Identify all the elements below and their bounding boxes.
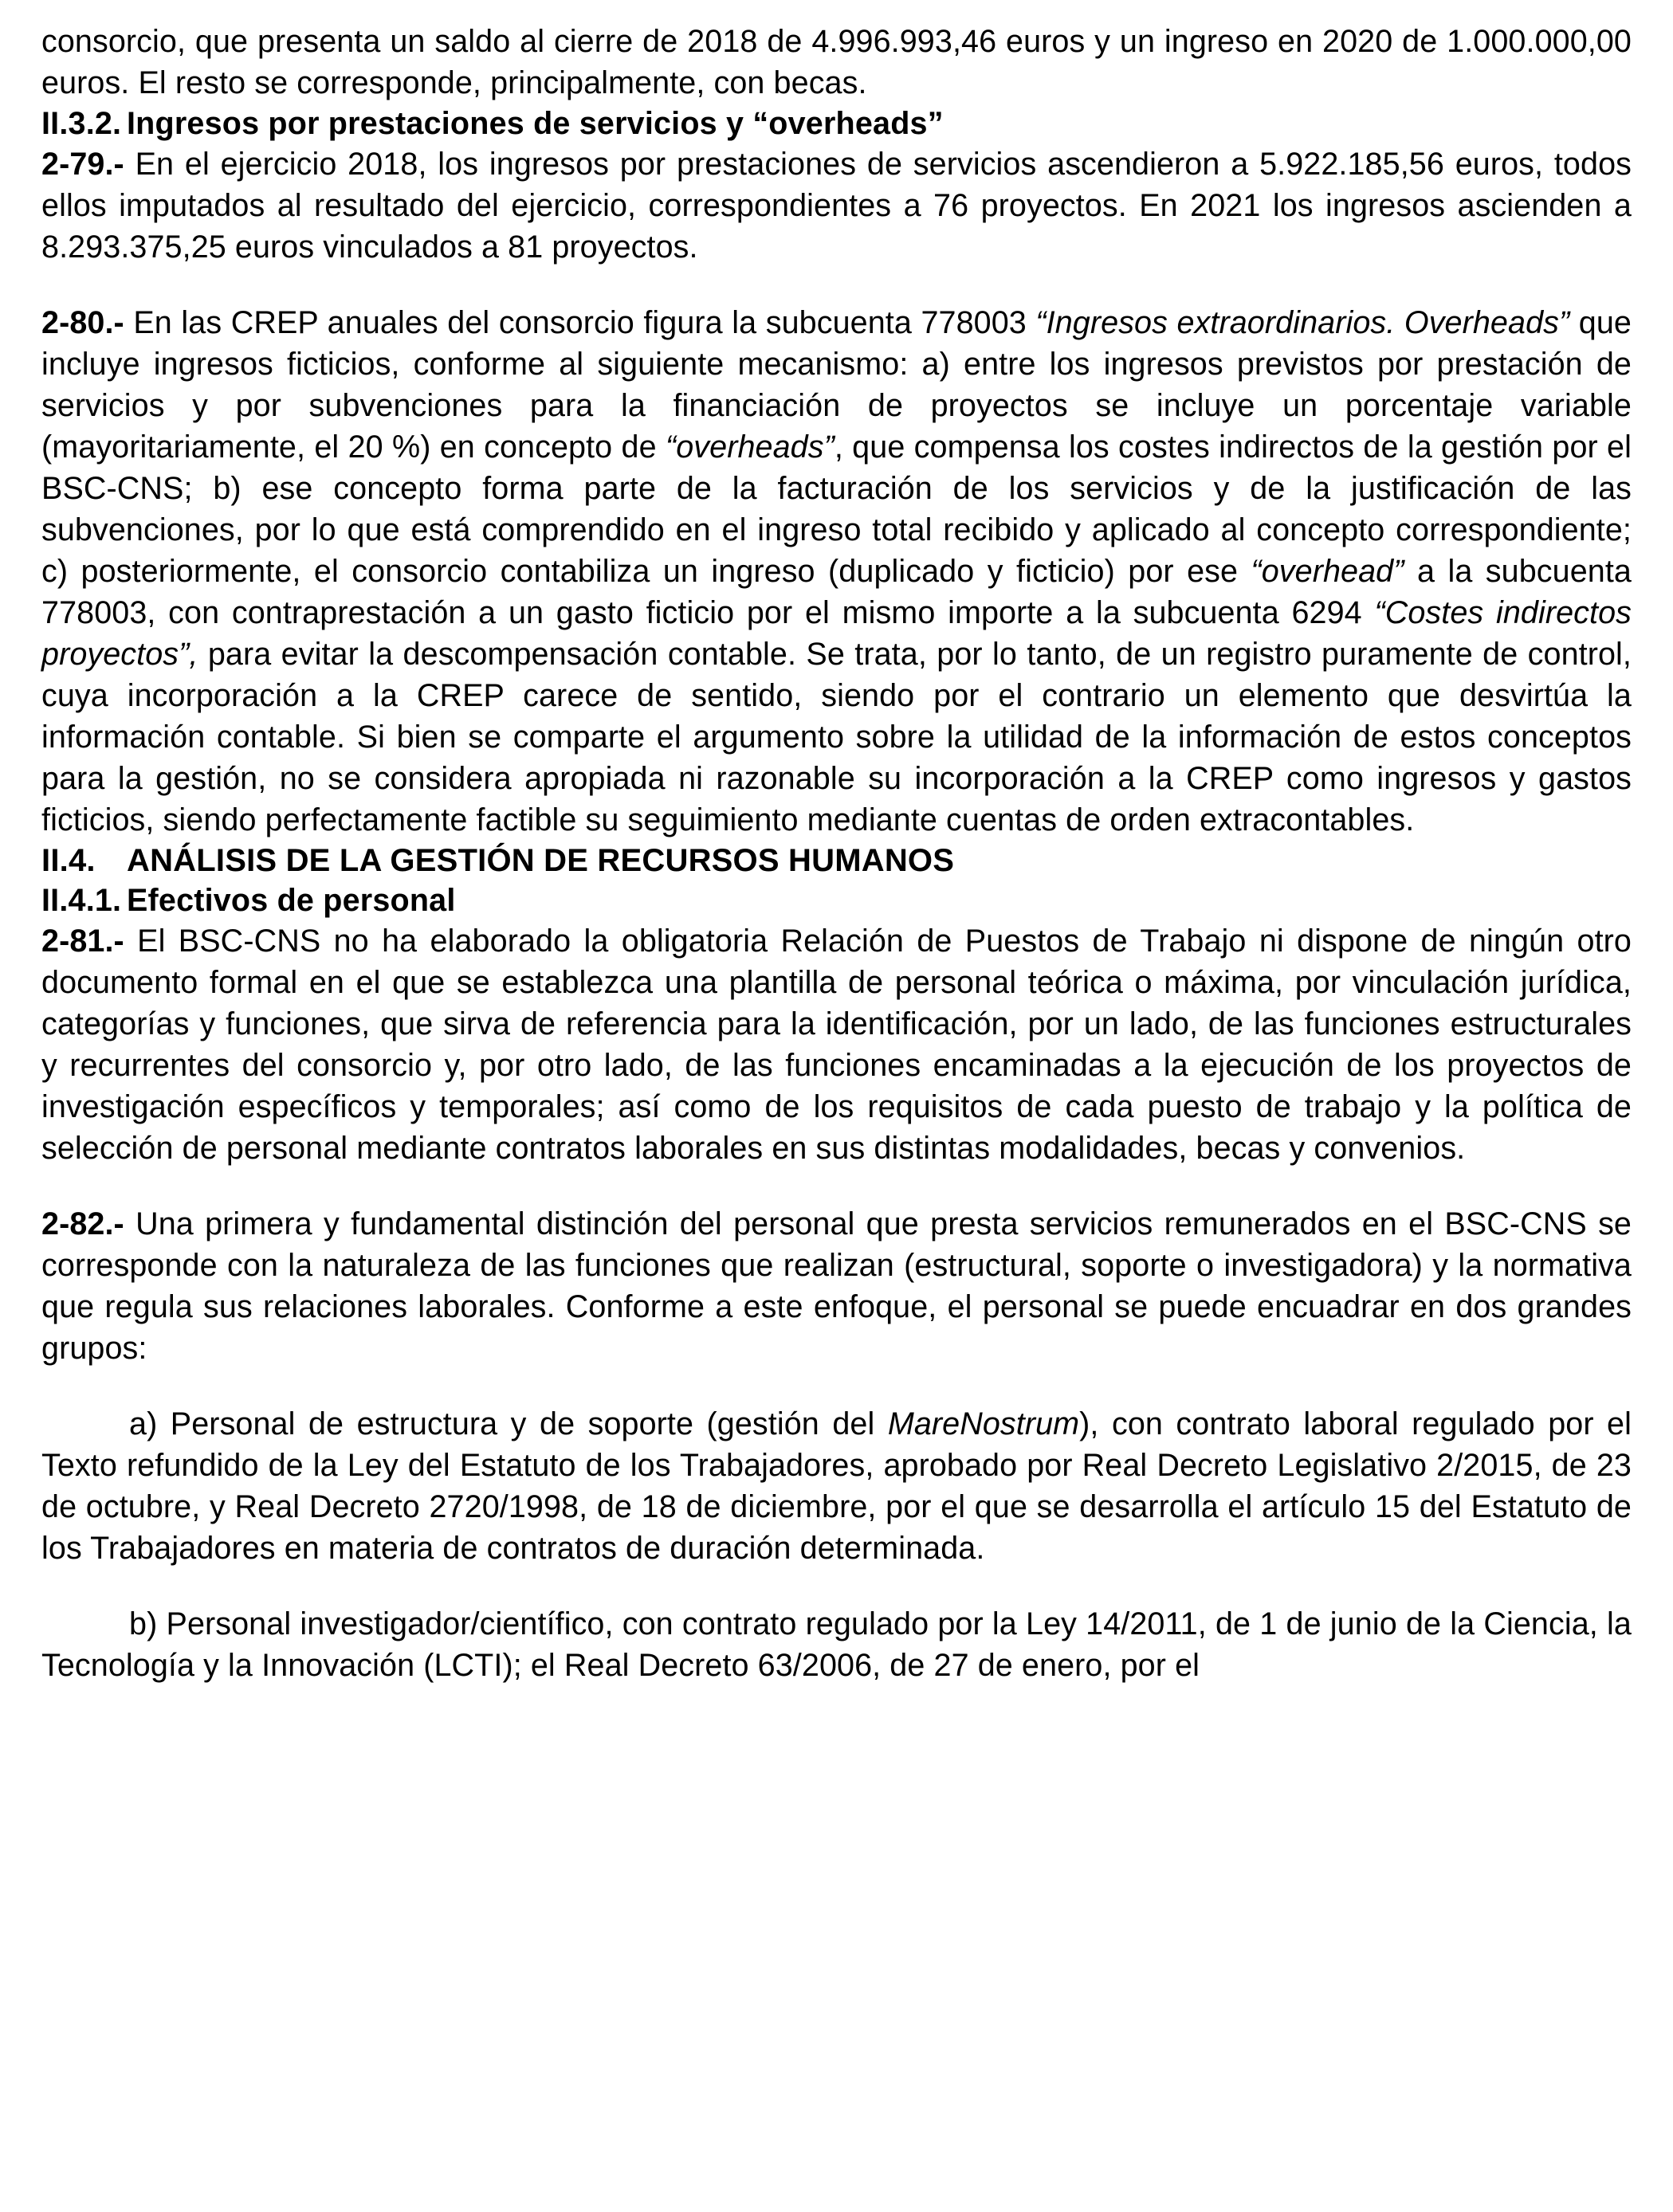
heading-ii-4-title: ANÁLISIS DE LA GESTIÓN DE RECURSOS HUMANOS [127, 843, 955, 878]
paragraph-intro-continuation: consorcio, que presenta un saldo al cierre de 2018 de 4.996.993,46 euros y un ingreso en 2020 de 1.000.000,00 euros. El resto se corresponde, principalmente, con becas. [41, 24, 1632, 100]
heading-ii-4-1 [41, 880, 1632, 920]
paragraph-2-80 [41, 302, 1632, 841]
paragraph-2-82 [41, 1203, 1632, 1369]
paragraph-2-80-segment-4: a la subcuenta 778003, con contraprestación a un gasto ficticio por el mismo importe a la subcuenta 6294 [41, 554, 1632, 630]
list-item-a-italic-marenostrum: MareNostrum [887, 1406, 1080, 1441]
heading-ii-4-1-number: II.4.1. [41, 883, 122, 918]
heading-ii-4-1-title: Efectivos de personal [127, 883, 456, 918]
list-item-a-segment-1: a) Personal de estructura y de soporte (gestión del [129, 1406, 888, 1441]
paragraph-2-80-italic-1: “Ingresos extraordinarios. Overheads” [1035, 305, 1570, 340]
paragraph-2-80-segment-1: En las CREP anuales del consorcio figura la subcuenta 778003 [124, 305, 1036, 340]
paragraph-2-79-marker: 2-79.- [41, 147, 124, 182]
heading-ii-3-2-number: II.3.2. [41, 106, 122, 141]
paragraph-2-81-marker: 2-81.- [41, 924, 124, 959]
paragraph-2-80-segment-2: que incluye ingresos ficticios, conforme al siguiente mecanismo: a) entre los ingresos previstos por prestación de servicios y por subvenciones para la financiación de proyectos se incluye un porcentaje variable (mayoritariamente, el 20 %) en concepto de [41, 305, 1632, 465]
paragraph-2-80-marker: 2-80.- [41, 305, 124, 340]
paragraph-2-80-segment-3: , que compensa los costes indirectos de la gestión por el BSC-CNS; b) ese concepto forma parte de la facturación de los servicios y de la justificación de las subvenciones, por lo que está comprendido en el ingreso total recibido y aplicado al concepto correspondiente; c) posteriormente, el consorcio contabiliza un ingreso (duplicado y ficticio) por ese [41, 429, 1632, 589]
paragraph-2-80-segment-5: para evitar la descompensación contable. Se trata, por lo tanto, de un registro puramente de control, cuya incorporación a la CREP carece de sentido, siendo por el contrario un elemento que desvirtúa la información contable. Si bien se comparte el argumento sobre la utilidad de la información de estos conceptos para la gestión, no se considera apropiada ni razonable su incorporación a la CREP como ingresos y gastos ficticios, siendo perfectamente factible su seguimiento mediante cuentas de orden extracontables. [41, 637, 1632, 837]
list-item-a-segment-2: ), con contrato laboral regulado por el Texto refundido de la Ley del Estatuto de los Trabajadores, aprobado por Real Decreto Legislativo 2/2015, de 23 de octubre, y Real Decreto 2720/1998, de 18 de diciembre, por el que se desarrolla el artículo 15 del Estatuto de los Trabajadores en materia de contratos de duración determinada. [41, 1406, 1632, 1566]
paragraph-2-79 [41, 143, 1632, 268]
paragraph-2-79-text: En el ejercicio 2018, los ingresos por prestaciones de servicios ascendieron a 5.922.185,56 euros, todos ellos imputados al resultado del ejercicio, correspondientes a 76 proyectos. En 2021 los ingresos ascienden a 8.293.375,25 euros vinculados a 81 proyectos. [41, 147, 1632, 265]
heading-ii-4 [41, 841, 1632, 880]
paragraph-2-82-marker: 2-82.- [41, 1206, 124, 1241]
heading-ii-3-2 [41, 104, 1632, 143]
paragraph-2-80-italic-2: “overheads” [665, 429, 835, 465]
heading-ii-3-2-title: Ingresos por prestaciones de servicios y “overheads” [127, 106, 944, 141]
paragraph-2-80-italic-3: “overhead” [1251, 554, 1404, 589]
list-item-a [41, 1403, 1632, 1569]
paragraph-2-81-text: El BSC-CNS no ha elaborado la obligatoria Relación de Puestos de Trabajo ni dispone de ningún otro documento formal en el que se establezca una plantilla de personal teórica o máxima, por vinculación jurídica, categorías y funciones, que sirva de referencia para la identificación, por un lado, de las funciones estructurales y recurrentes del consorcio y, por otro lado, de las funciones encaminadas a la ejecución de los proyectos de investigación específicos y temporales; así como de los requisitos de cada puesto de trabajo y la política de selección de personal mediante contratos laborales en sus distintas modalidades, becas y convenios. [41, 924, 1632, 1166]
paragraph-2-82-text: Una primera y fundamental distinción del personal que presta servicios remunerados en el BSC-CNS se corresponde con la naturaleza de las funciones que realizan (estructural, soporte o investigadora) y la normativa que regula sus relaciones laborales. Conforme a este enfoque, el personal se puede encuadrar en dos grandes grupos: [41, 1206, 1632, 1366]
heading-ii-4-number: II.4. [41, 843, 96, 878]
paragraph-2-81 [41, 920, 1632, 1169]
list-item-b: b) Personal investigador/científico, con contrato regulado por la Ley 14/2011, de 1 de junio de la Ciencia, la Tecnología y la Innovación (LCTI); el Real Decreto 63/2006, de 27 de enero, por el [41, 1606, 1632, 1683]
paragraph-2-80-italic-4: “Costes indirectos proyectos”, [41, 595, 1632, 672]
